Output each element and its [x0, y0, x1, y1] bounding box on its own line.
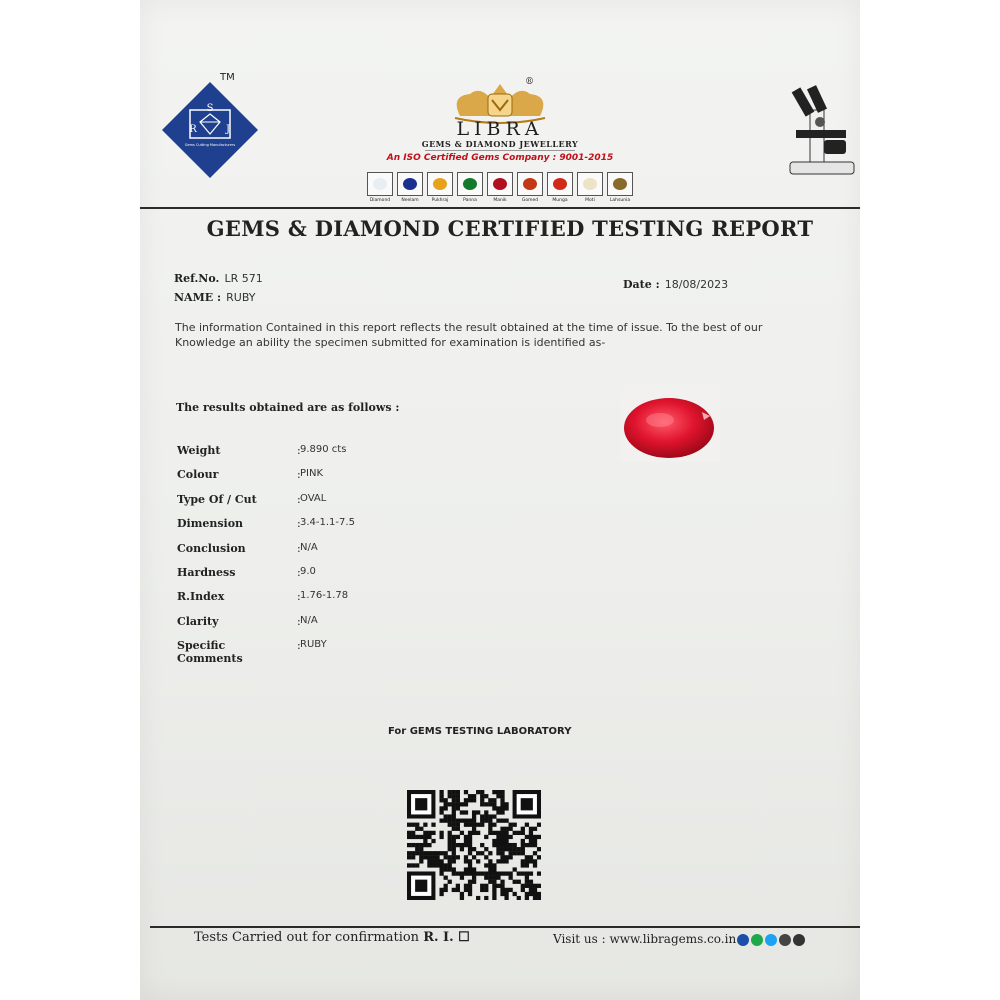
footer-confirmation — [194, 930, 470, 945]
result-label: Weight — [177, 444, 221, 457]
srj-logo — [160, 80, 260, 180]
gem-stone-icon — [553, 178, 567, 190]
result-label: Type Of / Cut — [177, 492, 257, 506]
results-heading: The results obtained are as follows : — [176, 401, 400, 414]
gem-tile — [457, 172, 483, 203]
date-value: 18/08/2023 — [664, 278, 729, 291]
gem-tile — [487, 172, 513, 203]
gem-label: Manik — [493, 198, 507, 203]
gem-label: Panna — [463, 198, 477, 203]
gem-label: Neelam — [401, 198, 419, 203]
result-value: PINK — [300, 468, 324, 480]
gem-tile — [577, 172, 603, 203]
srj-letter-r: R — [189, 124, 197, 135]
footer-confirmation-text: Tests Carried out for confirmation — [194, 930, 424, 945]
result-label: Clarity — [177, 614, 219, 628]
gem-swatch — [517, 172, 543, 196]
name-row — [174, 286, 256, 305]
ref-value: LR 571 — [224, 272, 263, 285]
ref-label: Ref.No. — [174, 272, 220, 285]
social-icons — [737, 934, 805, 946]
gem-tile — [517, 172, 543, 203]
gem-stone-icon — [523, 178, 537, 190]
social-icon[interactable] — [751, 934, 763, 946]
social-icon[interactable] — [793, 934, 805, 946]
result-label: Dimension — [177, 517, 244, 531]
ruby-gem-image — [620, 390, 720, 462]
result-label: R.Index — [177, 590, 225, 604]
ref-number-row — [174, 267, 263, 286]
gem-label: Munga — [552, 198, 568, 203]
gem-strip — [367, 172, 633, 203]
gem-swatch — [547, 172, 573, 196]
brand-name: LIBRA — [456, 118, 544, 140]
result-value: 9.890 cts — [300, 444, 347, 455]
gem-stone-icon — [433, 178, 447, 190]
gem-swatch — [367, 172, 393, 196]
result-value: 9.0 — [300, 566, 316, 577]
result-separator: : — [297, 492, 301, 506]
registered-mark: ® — [525, 77, 534, 87]
social-icon[interactable] — [737, 934, 749, 946]
qr-code[interactable] — [407, 790, 541, 900]
gem-stone-icon — [583, 178, 597, 190]
iso-divider — [425, 150, 575, 151]
trademark-mark: TM — [220, 72, 235, 83]
result-separator: : — [297, 590, 301, 604]
result-label: Colour — [177, 468, 219, 482]
result-separator: : — [297, 614, 301, 628]
gem-swatch — [457, 172, 483, 196]
gem-swatch — [427, 172, 453, 196]
brand-subtitle: GEMS & DIAMOND JEWELLERY — [421, 139, 579, 149]
result-value: 1.76-1.78 — [300, 590, 349, 602]
gem-swatch — [397, 172, 423, 196]
gem-label: Lahsunia — [609, 198, 631, 203]
header-divider — [140, 207, 860, 209]
lab-signature-line: For GEMS TESTING LABORATORY — [388, 726, 572, 737]
gem-tile — [607, 172, 633, 203]
gem-tile — [427, 172, 453, 203]
gem-stone-icon — [613, 178, 627, 190]
gem-tile — [367, 172, 393, 203]
gem-label: Moti — [585, 198, 595, 203]
date-label: Date : — [623, 278, 660, 291]
result-separator: : — [297, 517, 301, 531]
gem-swatch — [607, 172, 633, 196]
gem-swatch — [577, 172, 603, 196]
srj-tagline: Gems Cutting Manufacturers — [184, 143, 236, 147]
report-title: GEMS & DIAMOND CERTIFIED TESTING REPORT — [206, 216, 814, 241]
name-label: NAME : — [174, 291, 222, 304]
result-separator: : — [297, 468, 301, 482]
result-separator: : — [297, 566, 301, 579]
footer-divider — [150, 926, 860, 928]
social-icon[interactable] — [765, 934, 777, 946]
result-separator: : — [297, 444, 301, 457]
footer-ri-mark: R. I. ☐ — [423, 930, 470, 945]
gem-stone-icon — [403, 178, 417, 190]
result-value: 3.4-1.1-7.5 — [300, 517, 355, 529]
microscope-icon — [780, 80, 860, 180]
intro-paragraph: The information Contained in this report reflects the result obtained at the time of issue. To the best of our Knowledge an ability the specimen submitted for examination is identified as- — [175, 321, 763, 349]
result-label: Hardness — [177, 566, 236, 579]
result-label: Specific Comments — [177, 639, 243, 666]
gem-tile — [547, 172, 573, 203]
gem-label: Diamond — [369, 198, 391, 203]
gem-swatch — [487, 172, 513, 196]
result-separator: : — [297, 541, 301, 555]
result-value: RUBY — [300, 639, 327, 651]
social-icon[interactable] — [779, 934, 791, 946]
result-value: N/A — [300, 614, 318, 626]
gem-label: Gomed — [521, 198, 539, 203]
website-link[interactable]: Visit us : www.libragems.co.in — [553, 932, 737, 946]
result-separator: : — [297, 639, 301, 653]
result-value: OVAL — [300, 492, 327, 504]
gem-stone-icon — [493, 178, 507, 190]
name-value: RUBY — [226, 291, 256, 304]
result-label: Conclusion — [177, 541, 246, 555]
gem-stone-icon — [373, 178, 387, 190]
srj-letter-s: S — [206, 103, 214, 114]
date-row — [623, 273, 728, 292]
iso-certification: An ISO Certified Gems Company : 9001-2015 — [386, 153, 614, 163]
gem-label: Pukhraj — [431, 198, 449, 203]
result-value: N/A — [300, 541, 318, 553]
gem-tile — [397, 172, 423, 203]
gem-stone-icon — [463, 178, 477, 190]
srj-letter-j: J — [225, 124, 231, 135]
